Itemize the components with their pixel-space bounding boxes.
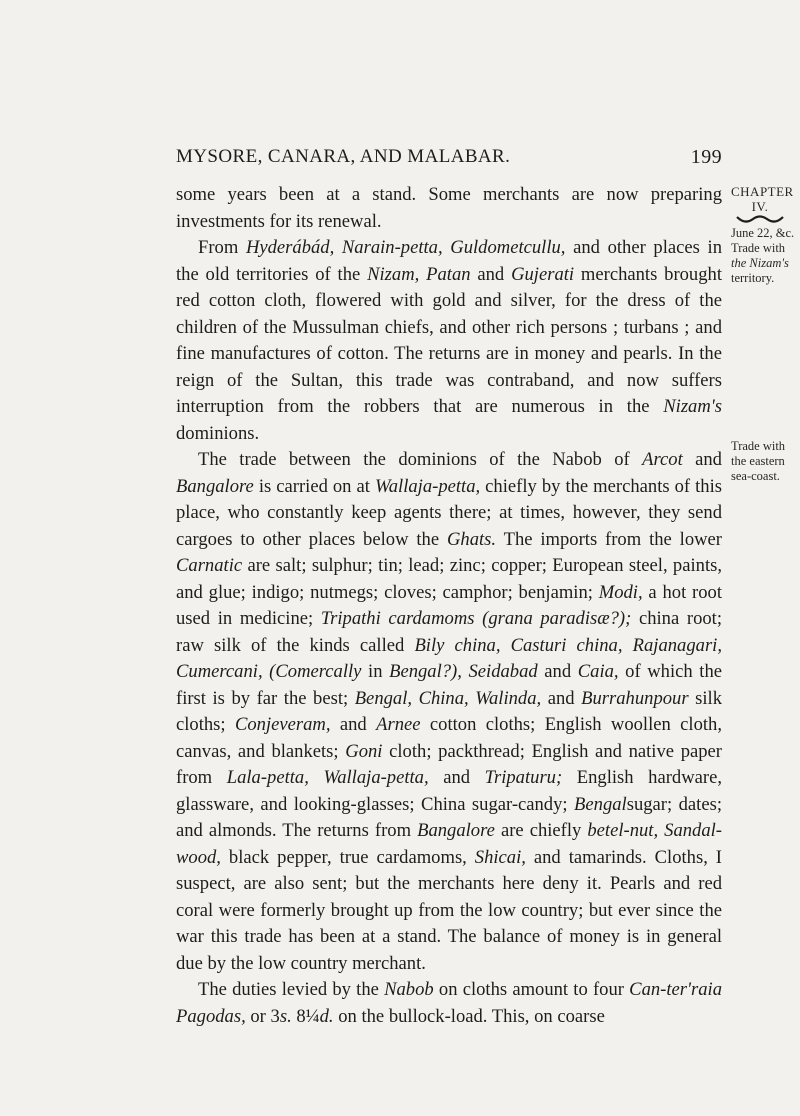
margin-note-line: sea-coast. — [731, 469, 780, 483]
body-text — [176, 182, 722, 1030]
running-title: MYSORE, CANARA, AND MALABAR. — [176, 146, 511, 167]
flourish-ornament — [731, 214, 789, 226]
margin-note-nizam-trade — [731, 226, 800, 286]
margin-note-line: Trade with — [731, 439, 786, 453]
paragraph: The trade between the dominions of the Nabob of Arcot and Bangalore is carried on at Wallaja-petta, chiefly by the merchants of this place, who constantly keep agents there; at times, however, they send cargoes to other places below the Ghats. The imports from the lower Carnatic are salt; sulphur; tin; lead; zinc; copper; European steel, paints, and glue; indigo; nutmegs; cloves; camphor; benjamin; Modi, a hot root used in medicine; Tripathi cardamoms (grana paradisæ?); china root; raw silk of the kinds called Bily china, Casturi china, Rajanagari, Cumercani, (Comercally in Bengal?), Seidabad and Caia, of which the first is by far the best; Bengal, China, Walinda, and Burrahunpour silk cloths; Conjeveram, and Arnee cotton cloths; English woollen cloth, canvas, and blankets; Goni cloth; packthread; English and native paper from Lala-petta, Wallaja-petta, and Tripaturu; English hardware, glassware, and looking-glasses; China sugar-candy; Bengalsugar; dates; and almonds. The returns from Bangalore are chiefly betel-nut, Sandal-wood, black pepper, true cardamoms, Shicai, and tamarinds. Cloths, I suspect, are also sent; but the merchants here deny it. Pearls and red coral were formerly brought up from the low country; but ever since the war this trade has been at a stand. The balance of money is in general due by the low country merchant. — [176, 449, 722, 974]
chapter-number: IV. — [751, 199, 769, 214]
chapter-label: CHAPTER — [731, 184, 794, 199]
margin-note-eastern-trade — [731, 439, 800, 484]
margin-note-line: Trade with — [731, 241, 786, 255]
margin-note-line: June 22, &c. — [731, 226, 795, 240]
paragraph: some years been at a stand. Some merchants are now preparing investments for its renewal. — [176, 184, 722, 232]
margin-note-line: the Nizam's — [731, 256, 789, 270]
paragraph: From Hyderábád, Narain-petta, Guldometcullu, and other places in the old territories of the Nizam, Patan and Gujerati merchants brought red cotton cloth, flowered with gold and silver, for the dress of the children of the Mussulman chiefs, and other rich persons ; turbans ; and fine manufactures of cotton. The returns are in money and pearls. In the reign of the Sultan, this trade was contraband, and now suffers interruption from the robbers that are numerous in the Nizam's dominions. — [176, 237, 722, 444]
running-header — [176, 146, 722, 168]
margin-note-line: territory. — [731, 271, 775, 285]
page-number: 199 — [690, 146, 722, 168]
paragraph: The duties levied by the Nabob on cloths amount to four Can-ter'raia Pagodas, or 3s. 8¼d. on the bullock-load. This, on coarse — [176, 979, 722, 1027]
margin-note-line: the eastern — [731, 454, 785, 468]
chapter-marker — [731, 184, 800, 226]
